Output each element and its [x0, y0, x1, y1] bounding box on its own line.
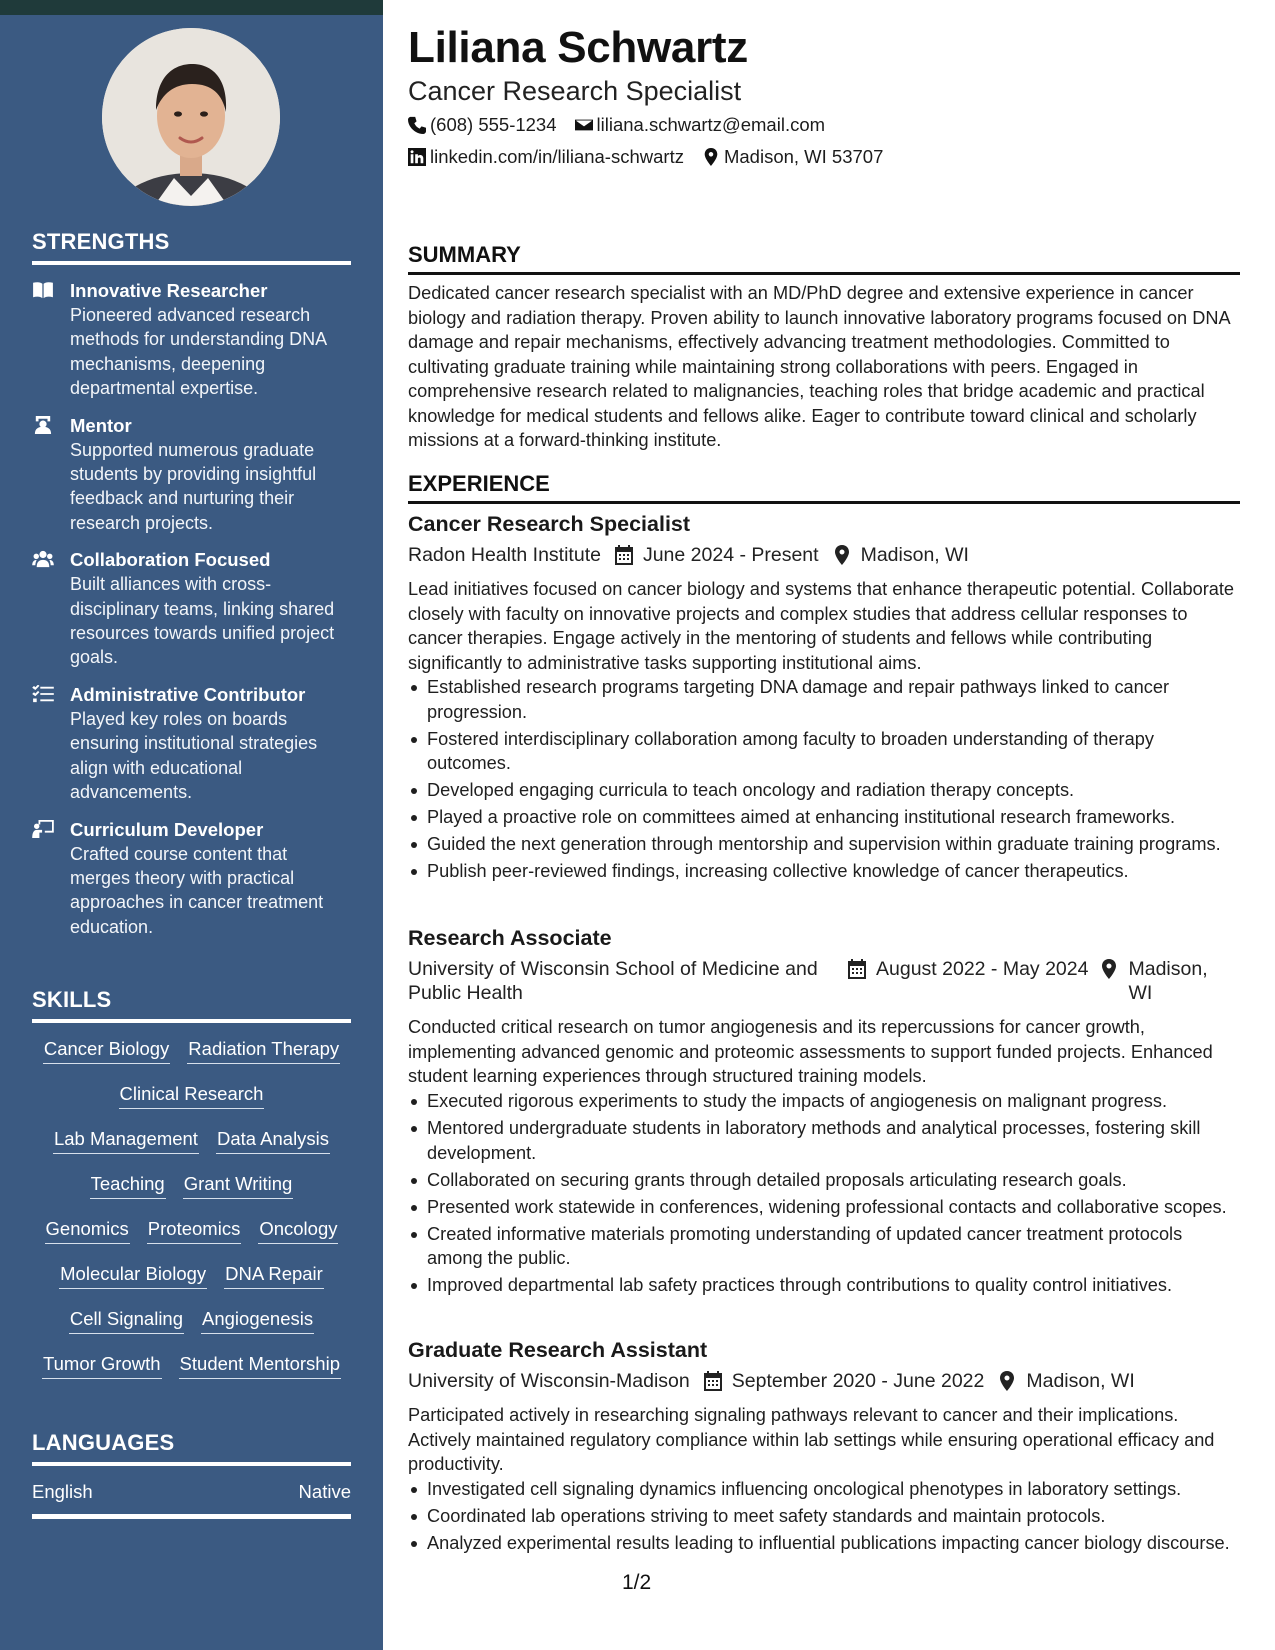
location-pin-icon	[833, 545, 861, 565]
skill-tag: Student Mentorship	[179, 1352, 341, 1379]
skills-list	[32, 1037, 351, 1397]
skill-row	[32, 1082, 351, 1127]
strength-title: Innovative Researcher	[70, 280, 268, 301]
skill-row	[32, 1352, 351, 1397]
languages-section	[32, 1430, 351, 1519]
strengths-heading: STRENGTHS	[32, 229, 351, 265]
contact-line-1	[408, 113, 843, 137]
strength-title: Administrative Contributor	[70, 683, 306, 705]
job-location: Madison, WI	[1026, 1370, 1135, 1392]
job-bullet: Guided the next generation through mentorship and supervision within graduate training programs.	[408, 832, 1240, 857]
skill-tag: Radiation Therapy	[187, 1037, 340, 1064]
skill-tag: DNA Repair	[224, 1262, 324, 1289]
summary-text: Dedicated cancer research specialist with an MD/PhD degree and extensive experience in cancer biology and radiation therapy. Proven ability to launch innovative laboratory programs focused on DNA damage and repair mechanisms, effectively advancing treatment methodologies. Committed to cultivating graduate training while maintaining strong collaborations with peers. Engaged in comprehensive research related to malignancies, teaching roles that bridge academic and practical knowledge for medical students and fellows alike. Eager to contribute toward clinical and scholarly missions at a forward-thinking institute.	[408, 283, 1230, 450]
skill-row	[32, 1172, 351, 1217]
job-bullet: Fostered interdisciplinary collaboration among faculty to broaden understanding of therapy outcomes.	[408, 727, 1240, 776]
candidate-name: Liliana Schwartz	[408, 23, 748, 72]
linkedin-icon	[408, 148, 426, 166]
strength-item	[32, 548, 351, 670]
strength-description: Pioneered advanced research methods for understanding DNA mechanisms, deepening departmental expertise.	[70, 305, 327, 399]
languages-heading: LANGUAGES	[32, 1430, 351, 1466]
job-bullets	[408, 1089, 1240, 1300]
strength-description: Supported numerous graduate students by providing insightful feedback and nurturing their research projects.	[70, 439, 317, 533]
phone-number[interactable]: (608) 555-1234	[430, 114, 557, 135]
skill-row	[32, 1127, 351, 1172]
job-title: Research Associate	[408, 926, 612, 950]
email-link[interactable]: liliana.schwartz@email.com	[596, 114, 826, 135]
contact-line-2	[408, 145, 901, 169]
strength-description: Built alliances with cross-disciplinary teams, linking shared resources towards unified project goals.	[70, 574, 335, 668]
location-pin-icon	[998, 1371, 1026, 1391]
skill-row	[32, 1307, 351, 1352]
experience-heading: EXPERIENCE	[408, 471, 1240, 504]
job-bullet: Collaborated on securing grants through detailed proposals articulating research goals.	[408, 1168, 1240, 1193]
job-bullet: Established research programs targeting DNA damage and repair pathways linked to cancer progression.	[408, 675, 1240, 724]
strength-description: Crafted course content that merges theory with practical approaches in cancer treatment education.	[70, 843, 324, 937]
job-dates: August 2022 - May 2024	[876, 958, 1089, 980]
job-bullet: Created informative materials promoting understanding of updated cancer treatment protocols among the public.	[408, 1222, 1240, 1271]
job-organization: University of Wisconsin School of Medicine and Public Health	[408, 958, 818, 1004]
strength-item	[32, 279, 351, 401]
people-group-icon	[32, 548, 70, 670]
language-level: Native	[298, 1481, 351, 1502]
strength-title: Mentor	[70, 414, 132, 436]
job-bullet: Developed engaging curricula to teach oncology and radiation therapy concepts.	[408, 778, 1240, 803]
skill-row	[32, 1037, 351, 1082]
skill-row	[32, 1262, 351, 1307]
skill-tag: Tumor Growth	[42, 1352, 162, 1379]
checklist-icon	[32, 683, 70, 805]
linkedin-link[interactable]: linkedin.com/in/liliana-schwartz	[430, 146, 684, 167]
job-bullet: Mentored undergraduate students in laboratory methods and analytical processes, fostering skill development.	[408, 1116, 1240, 1165]
open-book-icon	[32, 279, 70, 401]
profile-photo	[102, 28, 280, 206]
skill-tag: Genomics	[45, 1217, 130, 1244]
presentation-icon	[32, 818, 70, 940]
page-number: 1/2	[622, 1571, 652, 1594]
job-bullet: Analyzed experimental results leading to influential publications impacting cancer biology discourse.	[408, 1531, 1240, 1556]
skill-tag: Oncology	[258, 1217, 338, 1244]
sidebar	[0, 0, 383, 1650]
skill-tag: Teaching	[90, 1172, 166, 1199]
calendar-icon	[848, 959, 876, 979]
skill-tag: Grant Writing	[183, 1172, 294, 1199]
job-title: Cancer Research Specialist	[408, 512, 691, 536]
skill-tag: Angiogenesis	[201, 1307, 314, 1334]
job-description: Lead initiatives focused on cancer biology and systems that enhance therapeutic potential. Collaborate closely with faculty on innovative projects and complex studies that address cellular responses to cancer therapies. Engage actively in the mentoring of students and fellows while contributing significantly to administrative tasks supporting institutional aims.	[408, 579, 1235, 673]
location-pin-icon	[702, 148, 720, 166]
language-name: English	[32, 1481, 93, 1502]
summary-heading: SUMMARY	[408, 242, 1240, 275]
calendar-icon	[704, 1371, 732, 1391]
strength-title: Collaboration Focused	[70, 549, 271, 571]
job-bullet: Played a proactive role on committees aimed at enhancing institutional research frameworks.	[408, 805, 1240, 830]
teacher-icon	[32, 414, 70, 536]
language-item	[32, 1480, 351, 1519]
strength-description: Played key roles on boards ensuring institutional strategies align with educational advancements.	[70, 708, 318, 803]
job-organization: University of Wisconsin-Madison	[408, 1370, 690, 1392]
skill-tag: Proteomics	[147, 1217, 242, 1244]
job-bullets	[408, 675, 1240, 886]
job-dates: September 2020 - June 2022	[731, 1370, 985, 1392]
calendar-icon	[615, 545, 643, 565]
phone-icon	[408, 116, 426, 134]
job-organization: Radon Health Institute	[408, 544, 601, 566]
skill-tag: Data Analysis	[216, 1127, 330, 1154]
job-meta	[408, 543, 1240, 567]
job-description: Conducted critical research on tumor angiogenesis and its repercussions for cancer growth, implementing advanced genomic and proteomic assessments to support funded projects. Enhanced student learning experiences through structured training models.	[408, 1017, 1213, 1086]
location-pin-icon	[1100, 957, 1128, 979]
strength-item	[32, 818, 351, 940]
job-meta	[408, 1369, 1240, 1393]
skill-tag: Clinical Research	[119, 1082, 265, 1109]
strengths-section	[32, 229, 351, 952]
job-location: Madison, WI	[1128, 958, 1208, 1004]
skills-heading: SKILLS	[32, 987, 351, 1023]
job-dates: June 2024 - Present	[642, 544, 819, 566]
location-text: Madison, WI 53707	[723, 146, 884, 167]
skill-tag: Cell Signaling	[69, 1307, 184, 1334]
skill-tag: Cancer Biology	[43, 1037, 170, 1064]
job-bullet: Presented work statewide in conferences, widening professional contacts and collaborative scopes.	[408, 1195, 1240, 1220]
strength-item	[32, 683, 351, 805]
job-bullet: Publish peer-reviewed findings, increasing collective knowledge of cancer therapeutics.	[408, 859, 1240, 884]
candidate-headline: Cancer Research Specialist	[408, 76, 742, 106]
strength-title: Curriculum Developer	[70, 818, 264, 840]
job-bullet: Investigated cell signaling dynamics influencing oncological phenotypes in laboratory settings.	[408, 1477, 1240, 1502]
sidebar-top-bar	[0, 0, 383, 15]
job-bullet: Improved departmental lab safety practices through contributions to quality control initiatives.	[408, 1273, 1240, 1298]
job-meta	[408, 957, 1240, 1005]
skill-row	[32, 1217, 351, 1262]
skills-section	[32, 987, 351, 1397]
skill-tag: Molecular Biology	[59, 1262, 207, 1289]
job-bullet: Coordinated lab operations striving to meet safety standards and maintain protocols.	[408, 1504, 1240, 1529]
job-title: Graduate Research Assistant	[408, 1338, 708, 1362]
skill-tag: Lab Management	[53, 1127, 199, 1154]
strength-item	[32, 414, 351, 536]
envelope-icon	[575, 116, 593, 134]
job-description: Participated actively in researching signaling pathways relevant to cancer and their implications. Actively maintained regulatory compliance within lab settings while ensuring operational efficacy and productivity.	[408, 1405, 1215, 1474]
job-location: Madison, WI	[860, 544, 969, 566]
job-bullets	[408, 1477, 1240, 1558]
job-bullet: Executed rigorous experiments to study the impacts of angiogenesis on malignant progress.	[408, 1089, 1240, 1114]
